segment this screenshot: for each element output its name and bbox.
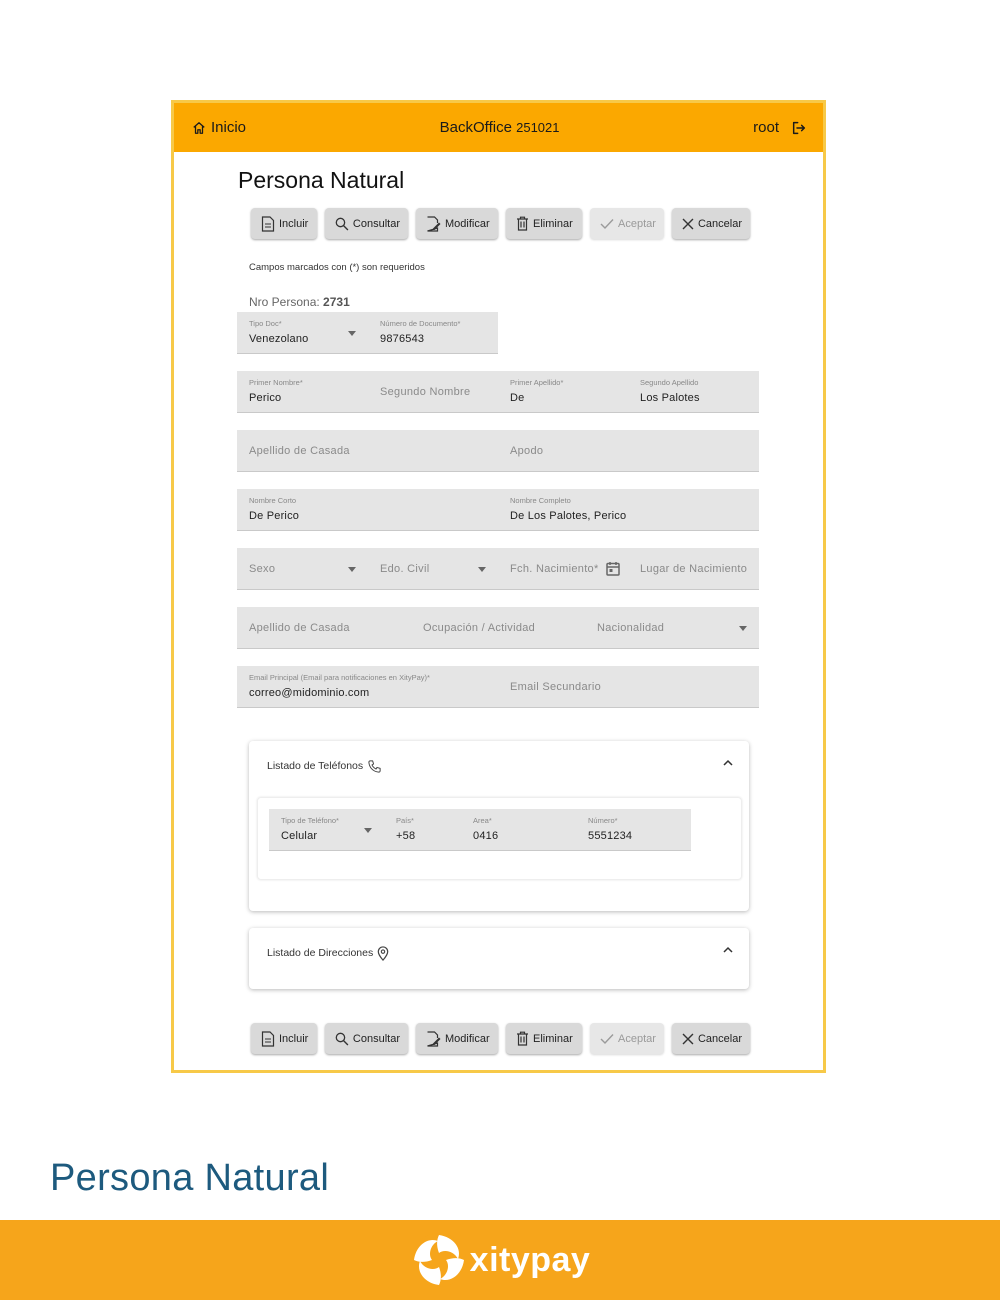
modificar-button[interactable] <box>416 1023 498 1054</box>
numero-telefono-value: 5551234 <box>588 830 633 842</box>
home-label: Inicio <box>211 119 247 136</box>
check-icon <box>600 218 614 230</box>
primer-nombre-value: Perico <box>249 392 282 404</box>
user-area <box>753 119 807 136</box>
calendar-icon[interactable] <box>606 561 620 576</box>
incluir-label: Incluir <box>279 1032 309 1045</box>
incluir-button[interactable] <box>251 208 317 239</box>
modificar-button[interactable] <box>416 208 498 239</box>
primer-apellido-field[interactable] <box>498 371 628 413</box>
nacionalidad-select[interactable] <box>585 607 759 649</box>
app-version: 251021 <box>516 120 560 135</box>
primer-nombre-label: Primer Nombre* <box>249 378 303 387</box>
nacionalidad-placeholder: Nacionalidad <box>597 622 665 634</box>
primer-nombre-field[interactable] <box>237 371 368 413</box>
incluir-label: Incluir <box>279 217 309 230</box>
email-principal-field[interactable] <box>237 666 498 708</box>
pais-field[interactable] <box>384 809 461 851</box>
numero-documento-label: Número de Documento* <box>380 319 461 328</box>
logout-icon[interactable] <box>791 120 807 136</box>
telefono-entry <box>257 797 742 880</box>
modificar-label: Modificar <box>445 1032 490 1045</box>
aceptar-button[interactable] <box>590 208 664 239</box>
area-field[interactable] <box>461 809 576 851</box>
segundo-apellido-field[interactable] <box>628 371 759 413</box>
numero-telefono-label: Número* <box>588 816 618 825</box>
telefonos-panel-header[interactable] <box>249 741 749 791</box>
close-icon <box>682 1033 694 1045</box>
edit-document-icon <box>426 216 441 232</box>
xitypay-logo <box>410 1231 591 1289</box>
nro-persona-value: 2731 <box>323 295 350 309</box>
home-link[interactable] <box>192 119 246 136</box>
nro-persona-label: Nro Persona: <box>249 295 320 309</box>
nombre-completo-field[interactable] <box>498 489 759 531</box>
xitypay-swirl-icon <box>410 1231 468 1289</box>
apodo-field[interactable] <box>498 430 759 472</box>
location-pin-icon <box>377 946 389 961</box>
direcciones-panel-header[interactable] <box>249 928 749 978</box>
segundo-nombre-placeholder: Segundo Nombre <box>380 386 471 398</box>
consultar-button[interactable] <box>325 1023 408 1054</box>
consultar-button[interactable] <box>325 208 408 239</box>
tipo-doc-label: Tipo Doc* <box>249 319 282 328</box>
eliminar-label: Eliminar <box>533 217 573 230</box>
nombre-corto-value: De Perico <box>249 510 300 522</box>
edo-civil-placeholder: Edo. Civil <box>380 563 430 575</box>
modificar-label: Modificar <box>445 217 490 230</box>
search-icon <box>335 217 349 231</box>
document-icon <box>261 1031 275 1047</box>
email-secundario-placeholder: Email Secundario <box>510 681 602 693</box>
app-title-text: BackOffice <box>439 119 512 136</box>
numero-documento-field[interactable] <box>368 312 498 354</box>
close-icon <box>682 218 694 230</box>
cancelar-button[interactable] <box>672 208 750 239</box>
primer-apellido-value: De <box>510 392 525 404</box>
cancelar-label: Cancelar <box>697 1032 742 1045</box>
tipo-doc-value: Venezolano <box>249 333 309 345</box>
edit-document-icon <box>426 1031 441 1047</box>
xitypay-wordmark: xitypay <box>469 1240 591 1279</box>
dropdown-arrow-icon <box>348 331 356 336</box>
dropdown-arrow-icon <box>739 626 747 631</box>
tipo-doc-select[interactable] <box>237 312 368 354</box>
segundo-apellido-value: Los Palotes <box>640 392 700 404</box>
primer-apellido-label: Primer Apellido* <box>510 378 564 387</box>
cancelar-button[interactable] <box>672 1023 750 1054</box>
eliminar-button[interactable] <box>506 208 582 239</box>
aceptar-button[interactable] <box>590 1023 664 1054</box>
trash-icon <box>516 216 529 231</box>
numero-documento-value: 9876543 <box>380 333 425 345</box>
email-principal-value: correo@midominio.com <box>249 687 370 699</box>
search-icon <box>335 1032 349 1046</box>
aceptar-label: Aceptar <box>618 217 656 230</box>
phone-icon <box>367 759 382 774</box>
area-label: Area* <box>473 816 492 825</box>
required-fields-note: Campos marcados con (*) son requeridos <box>249 262 425 273</box>
action-toolbar-top <box>251 208 750 239</box>
segundo-apellido-label: Segundo Apellido <box>640 378 699 387</box>
lugar-nacimiento-field[interactable] <box>628 548 759 590</box>
edo-civil-select[interactable] <box>368 548 498 590</box>
nombre-completo-value: De Los Palotes, Perico <box>510 510 627 522</box>
sexo-placeholder: Sexo <box>249 563 276 575</box>
personal-row <box>237 548 759 590</box>
telefonos-title: Listado de Teléfonos <box>267 760 364 772</box>
document-icon <box>261 216 275 232</box>
casada-apodo-row <box>237 430 759 472</box>
tipo-telefono-label: Tipo de Teléfono* <box>281 816 339 825</box>
home-icon <box>192 121 206 135</box>
app-window <box>171 100 826 1073</box>
tipo-telefono-value: Celular <box>281 830 318 842</box>
telefono-row <box>269 809 691 851</box>
consultar-label: Consultar <box>352 217 400 230</box>
aceptar-label: Aceptar <box>618 1032 656 1045</box>
nombre-corto-field[interactable] <box>237 489 498 531</box>
incluir-button[interactable] <box>251 1023 317 1054</box>
pais-label: País* <box>396 816 414 825</box>
apodo-placeholder: Apodo <box>510 445 544 457</box>
ocupacion-placeholder: Ocupación / Actividad <box>423 622 536 634</box>
direcciones-title: Listado de Direcciones <box>267 947 374 959</box>
nro-persona <box>249 295 350 309</box>
eliminar-label: Eliminar <box>533 1032 573 1045</box>
eliminar-button[interactable] <box>506 1023 582 1054</box>
sexo-select[interactable] <box>237 548 368 590</box>
slide-caption: Persona Natural <box>50 1157 330 1199</box>
fch-nacimiento-field[interactable] <box>498 548 628 590</box>
nombre-row <box>237 489 759 531</box>
check-icon <box>600 1033 614 1045</box>
apellido-casada-2-field[interactable] <box>237 607 411 649</box>
ocupacion-field[interactable] <box>411 607 585 649</box>
document-row <box>237 312 498 354</box>
dropdown-arrow-icon <box>478 567 486 572</box>
nombre-completo-label: Nombre Completo <box>510 496 571 505</box>
tipo-telefono-select[interactable] <box>269 809 384 851</box>
trash-icon <box>516 1031 529 1046</box>
chevron-up-icon[interactable] <box>723 946 733 953</box>
cancelar-label: Cancelar <box>697 217 742 230</box>
lugar-nacimiento-placeholder: Lugar de Nacimiento <box>640 563 748 575</box>
numero-telefono-field[interactable] <box>576 809 691 851</box>
user-name: root <box>753 119 779 136</box>
email-secundario-field[interactable] <box>498 666 759 708</box>
apellido-casada-2-placeholder: Apellido de Casada <box>249 622 350 634</box>
ocupacion-row <box>237 607 759 649</box>
fch-nacimiento-placeholder: Fch. Nacimiento* <box>510 563 599 575</box>
area-value: 0416 <box>473 830 499 842</box>
consultar-label: Consultar <box>352 1032 400 1045</box>
chevron-up-icon[interactable] <box>723 759 733 766</box>
apellido-casada-placeholder: Apellido de Casada <box>249 445 350 457</box>
app-title <box>440 119 560 136</box>
telefonos-panel <box>249 741 749 911</box>
direcciones-panel <box>249 928 749 989</box>
names-row <box>237 371 759 413</box>
page-title: Persona Natural <box>238 167 405 193</box>
nombre-corto-label: Nombre Corto <box>249 496 297 505</box>
dropdown-arrow-icon <box>348 567 356 572</box>
dropdown-arrow-icon <box>364 828 372 833</box>
segundo-nombre-field[interactable] <box>368 371 498 413</box>
apellido-casada-field[interactable] <box>237 430 498 472</box>
action-toolbar-bottom <box>251 1023 750 1054</box>
pais-value: +58 <box>396 830 416 842</box>
top-bar <box>174 103 823 152</box>
footer-banner <box>0 1220 1000 1300</box>
email-principal-label: Email Principal (Email para notificaciones en XityPay)* <box>249 673 430 682</box>
email-row <box>237 666 759 708</box>
